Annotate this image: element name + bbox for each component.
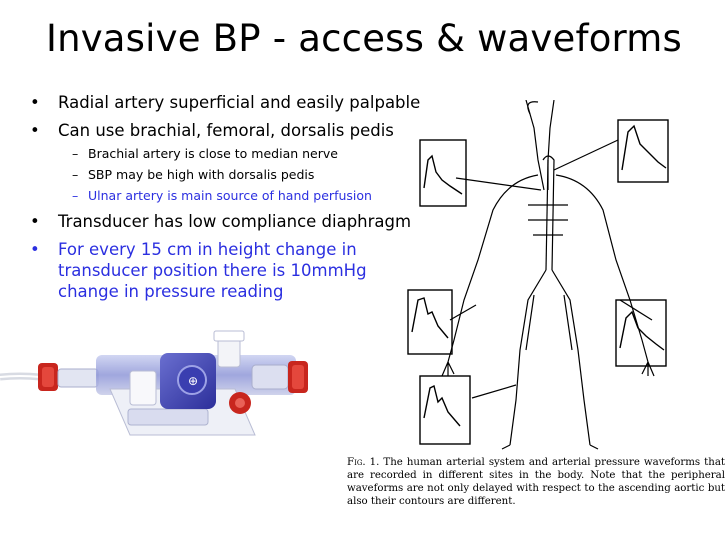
bullet-text: Radial artery superficial and easily palpable [58,93,421,112]
bullet-text-line: change in pressure reading [58,282,284,301]
sub-bullet-item [30,167,430,183]
pressure-transducer-image [0,325,330,445]
arterial-system-figure [398,100,728,450]
waveform-box [618,120,668,182]
sub-bullet-text: SBP may be high with dorsalis pedis [88,167,315,182]
waveform-box [420,376,470,444]
bullet-item [30,211,430,232]
sub-bullet-item [30,146,430,162]
bullet-marker: • [30,121,40,140]
figure-caption-label: Fig. 1. [347,457,380,468]
bullet-marker: • [30,212,40,231]
bullet-list [30,92,430,302]
slide-title: Invasive BP - access & waveforms [45,17,683,60]
sub-bullet-text: Ulnar artery is main source of hand perfusion [88,188,372,203]
sub-bullet-item [30,188,430,204]
sub-bullet-marker: – [72,167,79,182]
bullet-item [30,120,430,141]
bullet-item [30,239,430,302]
waveform-box [408,290,452,354]
svg-text:⊕: ⊕ [188,374,199,388]
bullet-text-line: transducer position there is 10mmHg [58,261,367,280]
bullet-marker: • [30,93,40,112]
bullet-text: Can use brachial, femoral, dorsalis pedis [58,121,394,140]
sub-bullet-text: Brachial artery is close to median nerve [88,146,338,161]
bullet-marker: • [30,240,40,259]
waveform-box [616,300,666,366]
bullet-text: Transducer has low compliance diaphragm [58,212,412,231]
sub-bullet-marker: – [72,188,79,203]
waveform-box [420,140,466,206]
bullet-item [30,92,430,113]
bullet-text-line: For every 15 cm in height change in [58,240,357,259]
figure-caption-text: The human arterial system and arterial pressure waveforms that are recorded in different sites in the body. Note that the peripheral waveforms are not only delayed with respect to the ascending aortic but also their contours are different. [347,457,725,507]
sub-bullet-marker: – [72,146,79,161]
figure-caption [347,456,725,508]
